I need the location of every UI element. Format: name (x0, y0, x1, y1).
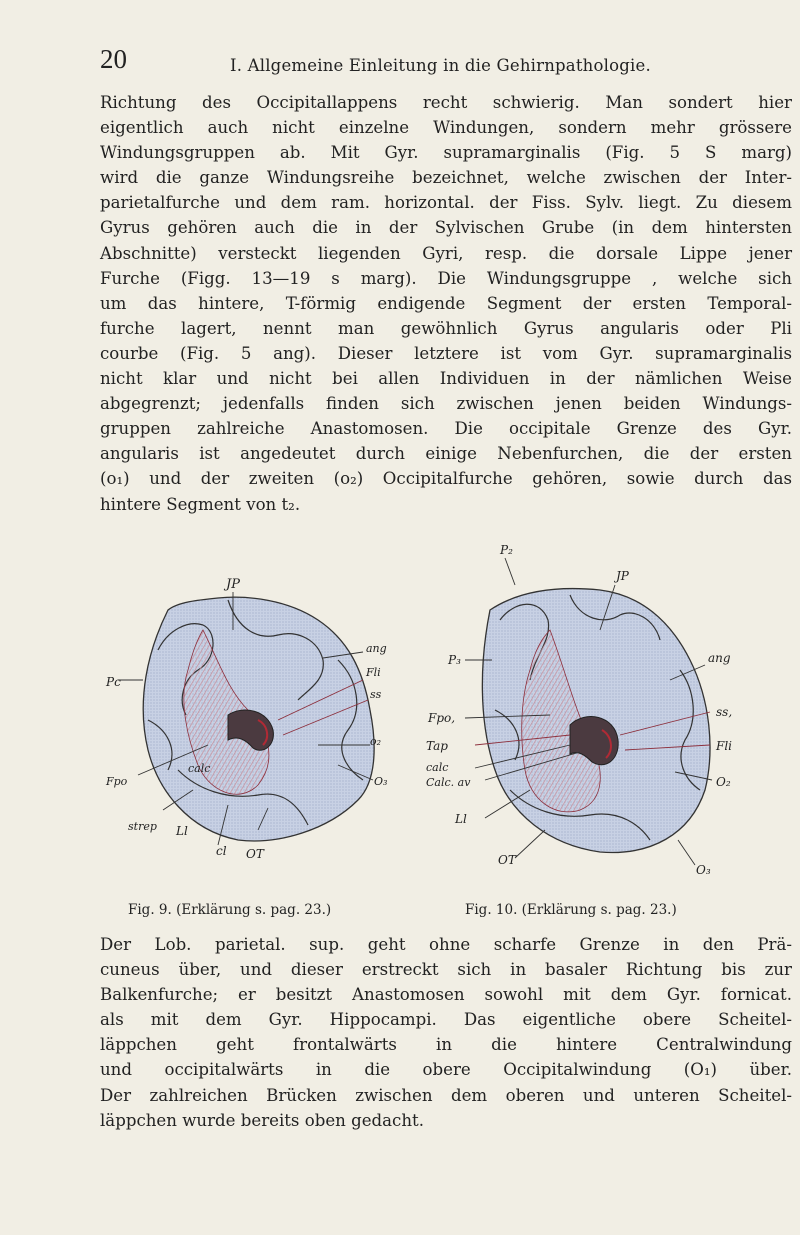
text-line: Gyrus gehören auch die in der Sylvischen Grube (in dem hintersten (100, 218, 792, 238)
fig10-label-o2: O₂ (716, 775, 731, 789)
paragraph-1 (100, 90, 792, 517)
running-head: I. Allgemeine Einleitung in die Gehirnpathologie. (230, 56, 651, 75)
text-line: courbe (Fig. 5 ang). Dieser letztere ist vom Gyr. supramarginalis (100, 343, 792, 363)
text-line: um das hintere, T-förmig endigende Segment der ersten Temporal- (100, 293, 792, 313)
text-line: furche lagert, nennt man gewöhnlich Gyrus angularis oder Pli (100, 318, 792, 338)
fig10-label-tap: Tap (426, 739, 448, 753)
fig9-label-ang: ang (366, 642, 387, 655)
figure-10-caption: Fig. 10. (Erklärung s. pag. 23.) (465, 902, 677, 918)
figure-9-caption: Fig. 9. (Erklärung s. pag. 23.) (128, 902, 332, 918)
text-line: Furche (Figg. 13—19 s marg). Die Windungsgruppe , welche sich (100, 268, 792, 288)
text-line: nicht klar und nicht bei allen Individuen in der nämlichen Weise (100, 369, 792, 389)
text-line: läppchen geht frontalwärts in die hintere Centralwindung (100, 1035, 792, 1055)
text-line: hintere Segment von t₂. (100, 494, 301, 514)
fig9-label-pc: Pc (106, 675, 121, 689)
text-line: abgegrenzt; jedenfalls finden sich zwischen jenen beiden Windungs- (100, 394, 792, 414)
text-line: angularis ist angedeutet durch einige Nebenfurchen, die der ersten (100, 444, 792, 464)
text-line: Balkenfurche; er besitzt Anastomosen sowohl mit dem Gyr. fornicat. (100, 985, 792, 1005)
text-line: und occipitalwärts in die obere Occipitalwindung (O₁) über. (100, 1060, 792, 1080)
text-line: Windungsgruppen ab. Mit Gyr. supramarginalis (Fig. 5 S marg) (100, 143, 792, 163)
fig10-label-ot: OT (498, 853, 516, 867)
fig9-label-o2: o₂ (370, 735, 382, 748)
figure-9-drawing (108, 540, 408, 880)
fig9-label-jp: JP (226, 577, 240, 592)
figure-10-drawing (420, 540, 780, 880)
text-line: läppchen wurde bereits oben gedacht. (100, 1110, 424, 1130)
page-number: 20 (100, 44, 127, 74)
fig9-label-fpo: Fpo (106, 775, 128, 788)
text-line: als mit dem Gyr. Hippocampi. Das eigentliche obere Scheitel- (100, 1010, 792, 1030)
figure-10-brain-section (420, 540, 780, 880)
paragraph-2 (100, 932, 792, 1133)
fig9-label-strep: strep (128, 820, 157, 833)
text-line: eigentlich auch nicht einzelne Windungen, sondern mehr grössere (100, 118, 792, 138)
fig10-label-o3: O₃ (696, 863, 711, 877)
text-line: cuneus über, und dieser erstreckt sich in basaler Richtung bis zur (100, 960, 792, 980)
figure-9-brain-section (108, 540, 408, 880)
fig10-label-fli: Fli (716, 739, 733, 753)
fig10-label-p2: P₂ (500, 543, 513, 557)
fig9-label-fli: Fli (366, 666, 381, 679)
text-line: Abschnitte) versteckt liegenden Gyri, resp. die dorsale Lippe jener (100, 243, 792, 263)
fig10-label-ss: ss, (716, 705, 733, 719)
fig10-label-fpo: Fpo, (428, 711, 456, 725)
text-line: wird die ganze Windungsreihe bezeichnet, welche zwischen der Inter- (100, 168, 792, 188)
fig10-label-p3: P₃ (448, 653, 461, 667)
fig10-label-jp: JP (616, 569, 629, 583)
fig10-label-ang: ang (708, 651, 731, 665)
text-line: Der Lob. parietal. sup. geht ohne scharfe Grenze in den Prä- (100, 935, 792, 954)
fig9-label-o3: O₃ (374, 775, 388, 788)
fig9-label-ll: Ll (176, 824, 188, 838)
fig9-label-ss: ss (370, 688, 382, 701)
text-line: parietalfurche und dem ram. horizontal. der Fiss. Sylv. liegt. Zu diesem (100, 193, 792, 213)
fig9-label-cl: cl (216, 844, 227, 858)
fig9-label-calc: calc (188, 762, 211, 775)
text-line: (o₁) und der zweiten (o₂) Occipitalfurche gehören, sowie durch das (100, 469, 792, 489)
text-line: Richtung des Occipitallappens recht schwierig. Man sondert hier (100, 93, 792, 112)
fig10-label-ll: Ll (455, 812, 467, 826)
fig9-label-ot: OT (246, 847, 264, 861)
fig10-label-calc-av: Calc. av (426, 776, 471, 789)
fig10-label-calc: calc (426, 761, 449, 774)
text-line: Der zahlreichen Brücken zwischen dem oberen und unteren Scheitel- (100, 1085, 792, 1105)
text-line: gruppen zahlreiche Anastomosen. Die occipitale Grenze des Gyr. (100, 419, 792, 439)
